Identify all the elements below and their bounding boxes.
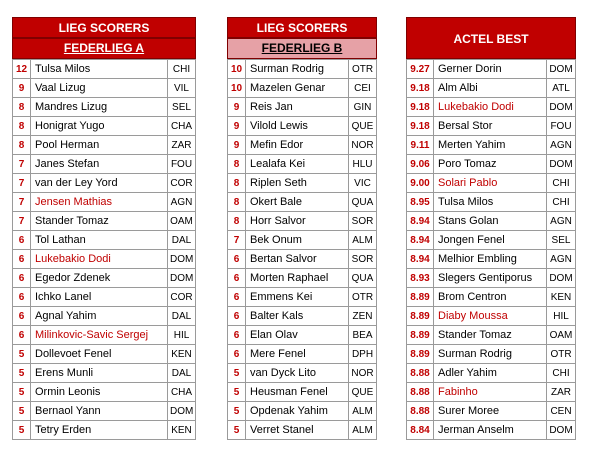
table-row: [228, 174, 377, 193]
goals-cell: 10: [228, 79, 246, 98]
goals-cell: 5: [13, 345, 31, 364]
team-cell: DOM: [168, 402, 196, 421]
table-row: [228, 98, 377, 117]
panel-actel-best: [406, 17, 576, 440]
goals-cell: 6: [228, 345, 246, 364]
table-row: [228, 60, 377, 79]
player-name-cell: Vaal Lizug: [31, 79, 168, 98]
team-cell: ALM: [349, 421, 377, 440]
goals-cell: 8: [13, 117, 31, 136]
table-row: [13, 345, 196, 364]
table-row: [228, 402, 377, 421]
team-cell: KEN: [168, 421, 196, 440]
table-row: [407, 288, 576, 307]
table-row: [407, 212, 576, 231]
player-name-cell: Bek Onum: [246, 231, 349, 250]
player-name-cell: Surman Rodrig: [434, 345, 547, 364]
team-cell: DAL: [168, 364, 196, 383]
table-row: [407, 155, 576, 174]
goals-cell: 5: [228, 383, 246, 402]
table-row: [13, 117, 196, 136]
team-cell: NOR: [349, 136, 377, 155]
rating-cell: 8.89: [407, 288, 434, 307]
team-cell: OAM: [168, 212, 196, 231]
player-name-cell: Tulsa Milos: [31, 60, 168, 79]
ratings-table: [406, 59, 576, 440]
team-cell: KEN: [547, 288, 576, 307]
team-cell: CHA: [168, 117, 196, 136]
player-name-cell: Morten Raphael: [246, 269, 349, 288]
goals-cell: 6: [13, 231, 31, 250]
scorers-table: [12, 59, 196, 440]
table-row: [13, 383, 196, 402]
rating-cell: 8.94: [407, 231, 434, 250]
player-name-cell: Bernaol Yann: [31, 402, 168, 421]
team-cell: COR: [168, 288, 196, 307]
player-name-cell: Ichko Lanel: [31, 288, 168, 307]
table-row: [407, 307, 576, 326]
table-row: [407, 79, 576, 98]
goals-cell: 7: [228, 231, 246, 250]
panel-subtitle: FEDERLIEG A: [12, 38, 196, 59]
player-name-cell: Fabinho: [434, 383, 547, 402]
player-name-cell: Mazelen Genar: [246, 79, 349, 98]
table-row: [228, 117, 377, 136]
team-cell: FOU: [168, 155, 196, 174]
player-name-cell: Honigrat Yugo: [31, 117, 168, 136]
player-name-cell: Surer Moree: [434, 402, 547, 421]
player-name-cell: Poro Tomaz: [434, 155, 547, 174]
team-cell: AGN: [547, 136, 576, 155]
player-name-cell: Tulsa Milos: [434, 193, 547, 212]
goals-cell: 5: [228, 364, 246, 383]
goals-cell: 5: [228, 402, 246, 421]
team-cell: CHA: [168, 383, 196, 402]
table-row: [228, 136, 377, 155]
rating-cell: 9.11: [407, 136, 434, 155]
table-row: [407, 364, 576, 383]
table-row: [228, 421, 377, 440]
player-name-cell: Melhior Embling: [434, 250, 547, 269]
player-name-cell: Okert Bale: [246, 193, 349, 212]
rating-cell: 8.84: [407, 421, 434, 440]
rating-cell: 9.18: [407, 79, 434, 98]
goals-cell: 5: [13, 383, 31, 402]
table-row: [228, 364, 377, 383]
goals-cell: 8: [228, 174, 246, 193]
player-name-cell: Jerman Anselm: [434, 421, 547, 440]
team-cell: OTR: [547, 345, 576, 364]
player-name-cell: Stander Tomaz: [434, 326, 547, 345]
table-row: [407, 117, 576, 136]
table-row: [13, 174, 196, 193]
scorers-table: [227, 59, 377, 440]
player-name-cell: Tol Lathan: [31, 231, 168, 250]
goals-cell: 12: [13, 60, 31, 79]
table-row: [13, 288, 196, 307]
player-name-cell: Solari Pablo: [434, 174, 547, 193]
team-cell: CHI: [547, 364, 576, 383]
team-cell: AGN: [547, 250, 576, 269]
player-name-cell: Dollevoet Fenel: [31, 345, 168, 364]
team-cell: DOM: [547, 421, 576, 440]
panel-federlieg-b: [227, 17, 377, 440]
player-name-cell: Ormin Leonis: [31, 383, 168, 402]
team-cell: HLU: [349, 155, 377, 174]
table-row: [13, 269, 196, 288]
panel-title: ACTEL BEST: [406, 17, 576, 59]
team-cell: ZAR: [547, 383, 576, 402]
goals-cell: 6: [13, 326, 31, 345]
player-name-cell: Opdenak Yahim: [246, 402, 349, 421]
table-row: [407, 421, 576, 440]
table-row: [228, 231, 377, 250]
table-row: [407, 250, 576, 269]
goals-cell: 6: [228, 307, 246, 326]
player-name-cell: Agnal Yahim: [31, 307, 168, 326]
table-row: [13, 231, 196, 250]
table-row: [407, 136, 576, 155]
team-cell: DOM: [547, 60, 576, 79]
player-name-cell: Tetry Erden: [31, 421, 168, 440]
panel-federlieg-a: [12, 17, 196, 440]
team-cell: DAL: [168, 307, 196, 326]
goals-cell: 8: [13, 98, 31, 117]
player-name-cell: Slegers Gentiporus: [434, 269, 547, 288]
table-row: [228, 155, 377, 174]
player-name-cell: Lukebakio Dodi: [31, 250, 168, 269]
table-row: [228, 250, 377, 269]
goals-cell: 7: [13, 174, 31, 193]
team-cell: KEN: [168, 345, 196, 364]
player-name-cell: Emmens Kei: [246, 288, 349, 307]
table-row: [13, 98, 196, 117]
team-cell: ALM: [349, 231, 377, 250]
table-row: [13, 60, 196, 79]
team-cell: QUE: [349, 383, 377, 402]
table-row: [228, 326, 377, 345]
player-name-cell: Elan Olav: [246, 326, 349, 345]
rating-cell: 8.88: [407, 402, 434, 421]
team-cell: HIL: [168, 326, 196, 345]
panel-subtitle: FEDERLIEG B: [227, 38, 377, 59]
goals-cell: 6: [228, 269, 246, 288]
table-row: [13, 79, 196, 98]
team-cell: SOR: [349, 212, 377, 231]
player-name-cell: Reis Jan: [246, 98, 349, 117]
goals-cell: 6: [228, 326, 246, 345]
team-cell: COR: [168, 174, 196, 193]
table-row: [407, 269, 576, 288]
goals-cell: 6: [228, 250, 246, 269]
rating-cell: 8.94: [407, 212, 434, 231]
table-row: [228, 345, 377, 364]
team-cell: CEI: [349, 79, 377, 98]
player-name-cell: Pool Herman: [31, 136, 168, 155]
table-row: [228, 193, 377, 212]
goals-cell: 9: [228, 98, 246, 117]
team-cell: QUA: [349, 269, 377, 288]
table-row: [228, 383, 377, 402]
team-cell: OTR: [349, 60, 377, 79]
goals-cell: 8: [228, 212, 246, 231]
table-row: [407, 326, 576, 345]
table-row: [407, 98, 576, 117]
team-cell: FOU: [547, 117, 576, 136]
panel-title: LIEG SCORERS: [227, 17, 377, 38]
rating-cell: 8.95: [407, 193, 434, 212]
goals-cell: 7: [13, 155, 31, 174]
rating-cell: 9.06: [407, 155, 434, 174]
rating-cell: 9.00: [407, 174, 434, 193]
table-row: [13, 421, 196, 440]
player-name-cell: Stander Tomaz: [31, 212, 168, 231]
goals-cell: 5: [13, 364, 31, 383]
table-row: [407, 402, 576, 421]
goals-cell: 6: [228, 288, 246, 307]
table-row: [228, 79, 377, 98]
team-cell: DOM: [168, 250, 196, 269]
table-row: [407, 383, 576, 402]
team-cell: NOR: [349, 364, 377, 383]
table-row: [13, 307, 196, 326]
rating-cell: 9.27: [407, 60, 434, 79]
goals-cell: 8: [13, 136, 31, 155]
player-name-cell: Lealafa Kei: [246, 155, 349, 174]
table-row: [228, 307, 377, 326]
table-row: [13, 402, 196, 421]
rating-cell: 8.89: [407, 307, 434, 326]
table-row: [228, 288, 377, 307]
player-name-cell: Mefin Edor: [246, 136, 349, 155]
player-name-cell: Janes Stefan: [31, 155, 168, 174]
table-row: [407, 193, 576, 212]
team-cell: VIL: [168, 79, 196, 98]
player-name-cell: Milinkovic-Savic Sergej: [31, 326, 168, 345]
rating-cell: 9.18: [407, 117, 434, 136]
goals-cell: 7: [13, 212, 31, 231]
team-cell: ATL: [547, 79, 576, 98]
goals-cell: 6: [13, 269, 31, 288]
table-row: [13, 250, 196, 269]
player-name-cell: Jongen Fenel: [434, 231, 547, 250]
player-name-cell: Heusman Fenel: [246, 383, 349, 402]
goals-cell: 5: [228, 421, 246, 440]
rating-cell: 8.89: [407, 345, 434, 364]
player-name-cell: Bertan Salvor: [246, 250, 349, 269]
rating-cell: 8.93: [407, 269, 434, 288]
player-name-cell: Alm Albi: [434, 79, 547, 98]
table-row: [13, 193, 196, 212]
goals-cell: 9: [13, 79, 31, 98]
player-name-cell: Diaby Moussa: [434, 307, 547, 326]
team-cell: DPH: [349, 345, 377, 364]
team-cell: ZAR: [168, 136, 196, 155]
player-name-cell: Adler Yahim: [434, 364, 547, 383]
team-cell: CHI: [547, 193, 576, 212]
team-cell: QUE: [349, 117, 377, 136]
goals-cell: 6: [13, 307, 31, 326]
rating-cell: 8.94: [407, 250, 434, 269]
table-row: [407, 231, 576, 250]
player-name-cell: Verret Stanel: [246, 421, 349, 440]
goals-cell: 8: [228, 193, 246, 212]
rating-cell: 8.89: [407, 326, 434, 345]
rating-cell: 8.88: [407, 364, 434, 383]
player-name-cell: Lukebakio Dodi: [434, 98, 547, 117]
goals-cell: 8: [228, 155, 246, 174]
team-cell: QUA: [349, 193, 377, 212]
table-row: [407, 345, 576, 364]
player-name-cell: Merten Yahim: [434, 136, 547, 155]
goals-cell: 6: [13, 288, 31, 307]
rating-cell: 9.18: [407, 98, 434, 117]
team-cell: DOM: [547, 269, 576, 288]
team-cell: SEL: [547, 231, 576, 250]
table-row: [407, 60, 576, 79]
table-row: [13, 326, 196, 345]
player-name-cell: van der Ley Yord: [31, 174, 168, 193]
player-name-cell: Balter Kals: [246, 307, 349, 326]
goals-cell: 9: [228, 117, 246, 136]
player-name-cell: Horr Salvor: [246, 212, 349, 231]
goals-cell: 10: [228, 60, 246, 79]
table-row: [13, 155, 196, 174]
player-name-cell: Brom Centron: [434, 288, 547, 307]
rating-cell: 8.88: [407, 383, 434, 402]
team-cell: CHI: [547, 174, 576, 193]
player-name-cell: Gerner Dorin: [434, 60, 547, 79]
team-cell: OAM: [547, 326, 576, 345]
goals-cell: 6: [13, 250, 31, 269]
team-cell: CEN: [547, 402, 576, 421]
team-cell: HIL: [547, 307, 576, 326]
table-row: [228, 269, 377, 288]
team-cell: OTR: [349, 288, 377, 307]
goals-cell: 7: [13, 193, 31, 212]
table-row: [407, 174, 576, 193]
team-cell: DAL: [168, 231, 196, 250]
goals-cell: 5: [13, 421, 31, 440]
player-name-cell: Jensen Mathias: [31, 193, 168, 212]
team-cell: AGN: [168, 193, 196, 212]
player-name-cell: Vilold Lewis: [246, 117, 349, 136]
table-row: [13, 136, 196, 155]
team-cell: AGN: [547, 212, 576, 231]
player-name-cell: Erens Munli: [31, 364, 168, 383]
player-name-cell: Bersal Stor: [434, 117, 547, 136]
player-name-cell: Riplen Seth: [246, 174, 349, 193]
team-cell: ALM: [349, 402, 377, 421]
team-cell: DOM: [168, 269, 196, 288]
player-name-cell: Surman Rodrig: [246, 60, 349, 79]
table-row: [13, 212, 196, 231]
panel-title: LIEG SCORERS: [12, 17, 196, 38]
player-name-cell: Egedor Zdenek: [31, 269, 168, 288]
table-row: [228, 212, 377, 231]
team-cell: GIN: [349, 98, 377, 117]
player-name-cell: Stans Golan: [434, 212, 547, 231]
team-cell: VIC: [349, 174, 377, 193]
team-cell: DOM: [547, 98, 576, 117]
goals-cell: 9: [228, 136, 246, 155]
table-row: [13, 364, 196, 383]
team-cell: SOR: [349, 250, 377, 269]
team-cell: BEA: [349, 326, 377, 345]
player-name-cell: Mere Fenel: [246, 345, 349, 364]
player-name-cell: Mandres Lizug: [31, 98, 168, 117]
team-cell: CHI: [168, 60, 196, 79]
goals-cell: 5: [13, 402, 31, 421]
team-cell: DOM: [547, 155, 576, 174]
team-cell: ZEN: [349, 307, 377, 326]
team-cell: SEL: [168, 98, 196, 117]
player-name-cell: van Dyck Lito: [246, 364, 349, 383]
